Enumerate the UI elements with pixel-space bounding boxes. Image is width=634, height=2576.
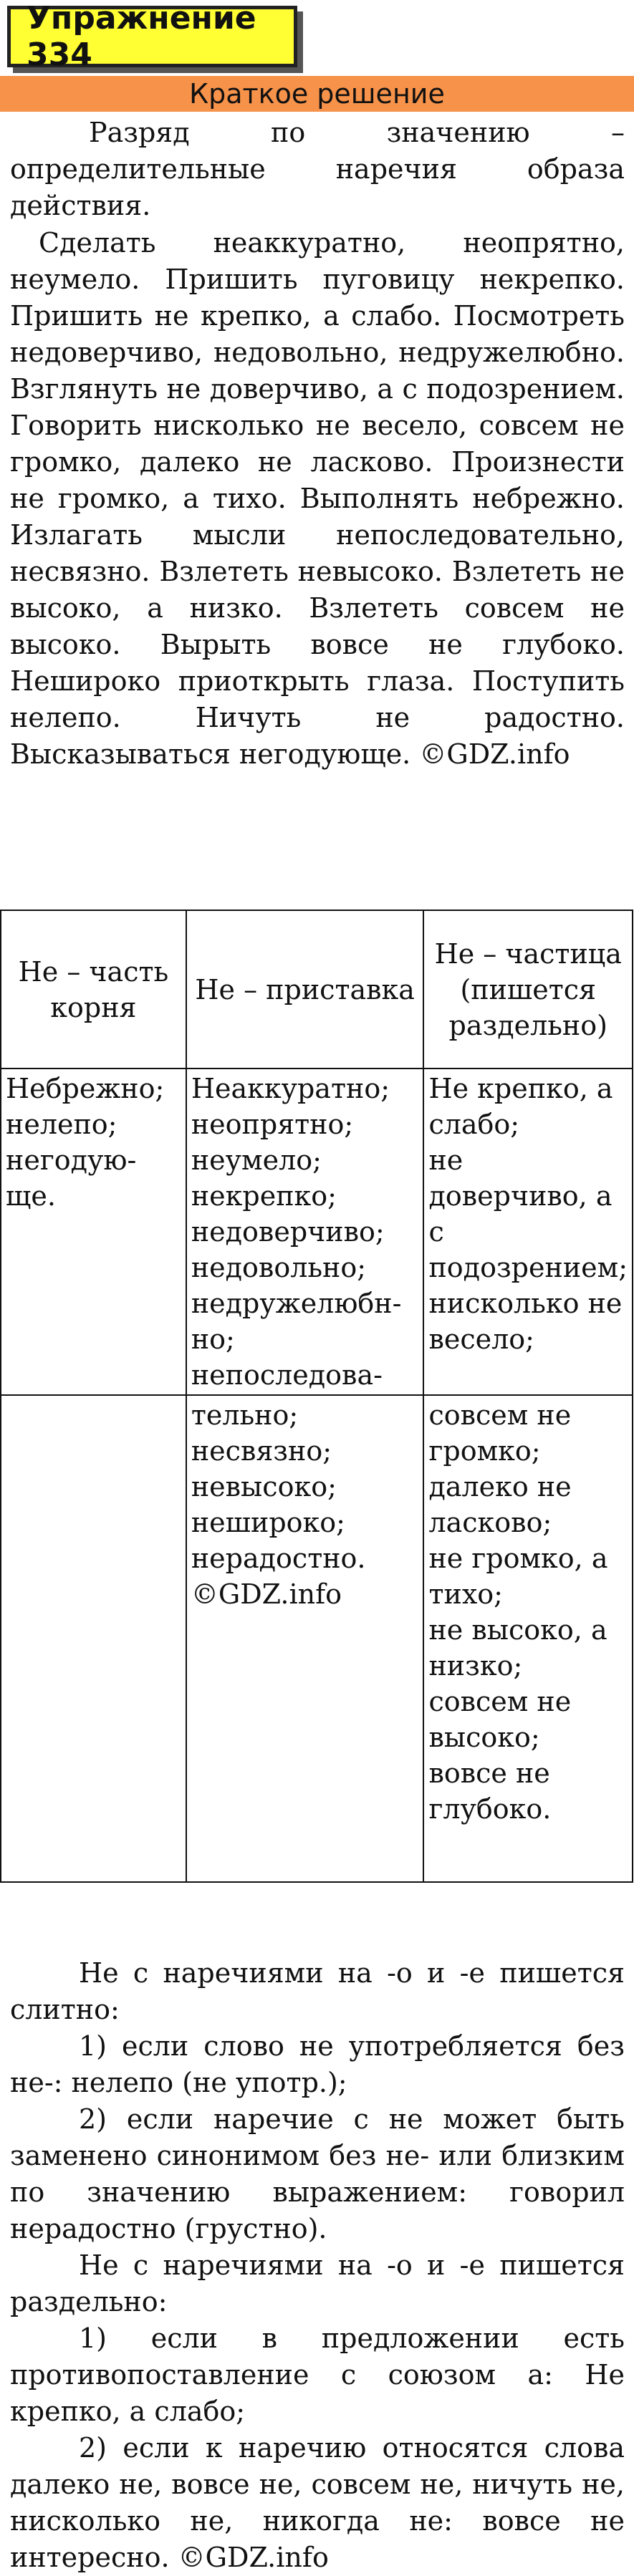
header-root: Не – часть корня [1,910,186,1068]
root-cell-1: Небрежно; нелепо; негодую- ще. [1,1068,186,1395]
particle-cell-1: Не крепко, а слабо; не доверчиво, а с подозрением; нисколько не весело; [423,1068,633,1395]
rule-heading-separate: Не с наречиями на -о и -е пишется раздельно: [10,2249,625,2317]
intro-paragraph: Разряд по значению – определительные наречия образа действия. [10,117,625,221]
root-cell-2 [1,1395,186,1882]
rule-together-2: 2) если наречие с не может быть заменено синонимом без не- или близким по значению выражением: говорил нерадостно (грустно). [10,2103,625,2244]
section-band [0,76,634,112]
rule-heading-together: Не с наречиями на -о и -е пишется слитно: [10,1957,625,2025]
prefix-cell-1: Неаккуратно; неопрятно; неумело; некрепко; недоверчиво; недовольно; недружелюбн- но; непоследова- [186,1068,424,1395]
rule-together-1: 1) если слово не употребляется без не-: нелепо (не употр.); [10,2030,625,2098]
header-particle: Не – частица (пишется раздельно) [423,910,633,1068]
particle-cell-2: совсем не громко; далеко не ласково; не громко, а тихо; не высоко, а низко; совсем не высоко; вовсе не глубоко. [423,1395,633,1882]
prefix-cell-2: тельно; несвязно; невысоко; нешироко; нерадостно. ©GDZ.info [186,1395,424,1882]
rule-separate-1: 1) если в предложении есть противопоставление с союзом а: Не крепко, а слабо; [10,2322,625,2427]
rules-section [10,1955,625,2576]
classification-table [0,910,633,1883]
rule-separate-2: 2) если к наречию относятся слова далеко не, вовсе не, совсем не, ничуть не, нисколько не, никогда не: вовсе не интересно. ©GDZ.info [10,2432,625,2573]
exercise-title-box [7,0,297,73]
exercise-title: Упражнение 334 [27,0,256,73]
main-text-paragraph: Сделать неаккуратно, неопрятно, неумело. Пришить пуговицу некрепко. Пришить не крепко, а слабо. Посмотреть недоверчиво, недовольно, недружелюбно. Взглянуть не доверчиво, а с подозрением. Говорить нисколько не весело, совсем не громко, далеко не ласково. Произнести не громко, а тихо. Выполнять небрежно. Излагать мысли непоследовательно, несвязно. Взлететь невысоко. Взлететь не высоко, а низко. Взлететь совсем не высоко. Вырыть вовсе не глубоко. Неширoко приоткрыть глаза. Поступить нелепо. Ничуть не радостно. Высказываться негодующе. ©GDZ.info [10,227,625,770]
header-prefix: Не – приставка [186,910,424,1068]
section-title: Краткое решение [189,78,445,110]
